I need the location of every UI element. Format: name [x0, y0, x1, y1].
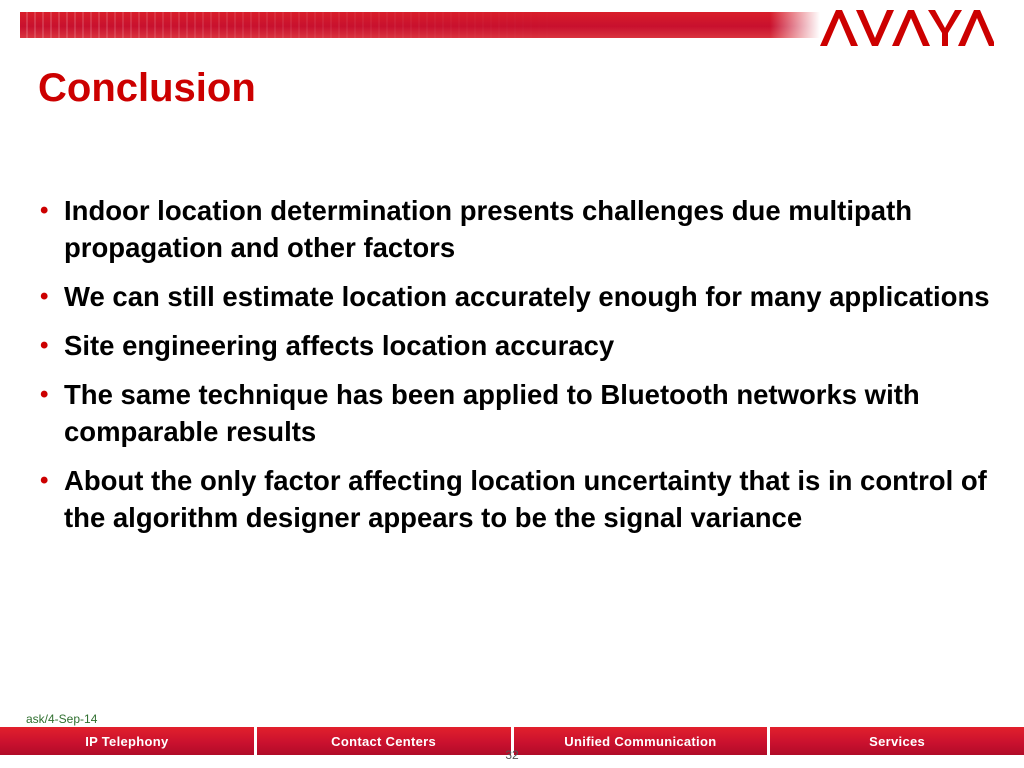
header-decorative-bar — [20, 12, 820, 38]
bullet-text: The same technique has been applied to Bluetooth networks with comparable results — [64, 379, 920, 447]
bullet-text: About the only factor affecting location uncertainty that is in control of the algorithm designer appears to be the signal variance — [64, 465, 987, 533]
bullet-list — [40, 192, 1000, 548]
bullet-item — [40, 462, 1000, 536]
slide-title: Conclusion — [38, 66, 256, 110]
footer-date-label: ask/4-Sep-14 — [26, 712, 98, 726]
bullet-text: We can still estimate location accurately enough for many applications — [64, 281, 990, 312]
bullet-icon: • — [40, 332, 49, 359]
bullet-icon: • — [40, 197, 49, 224]
page-number: 32 — [505, 748, 519, 762]
footer-tab-ip-telephony[interactable]: IP Telephony — [0, 727, 254, 755]
bullet-item — [40, 192, 1000, 266]
footer-tab-services[interactable]: Services — [770, 727, 1024, 755]
header-bar-fade — [770, 12, 820, 38]
bullet-icon: • — [40, 467, 49, 494]
avaya-logo — [818, 6, 994, 52]
logo-text: AVAYA — [906, 50, 910, 51]
bullet-icon: • — [40, 381, 49, 408]
footer-tab-unified-communication[interactable]: Unified Communication — [514, 727, 768, 755]
bullet-item — [40, 327, 1000, 364]
bullet-item — [40, 278, 1000, 315]
bullet-item — [40, 376, 1000, 450]
bullet-icon: • — [40, 283, 49, 310]
bullet-text: Site engineering affects location accuracy — [64, 330, 615, 361]
bullet-text: Indoor location determination presents challenges due multipath propagation and other factors — [64, 195, 913, 263]
footer-tab-contact-centers[interactable]: Contact Centers — [257, 727, 511, 755]
